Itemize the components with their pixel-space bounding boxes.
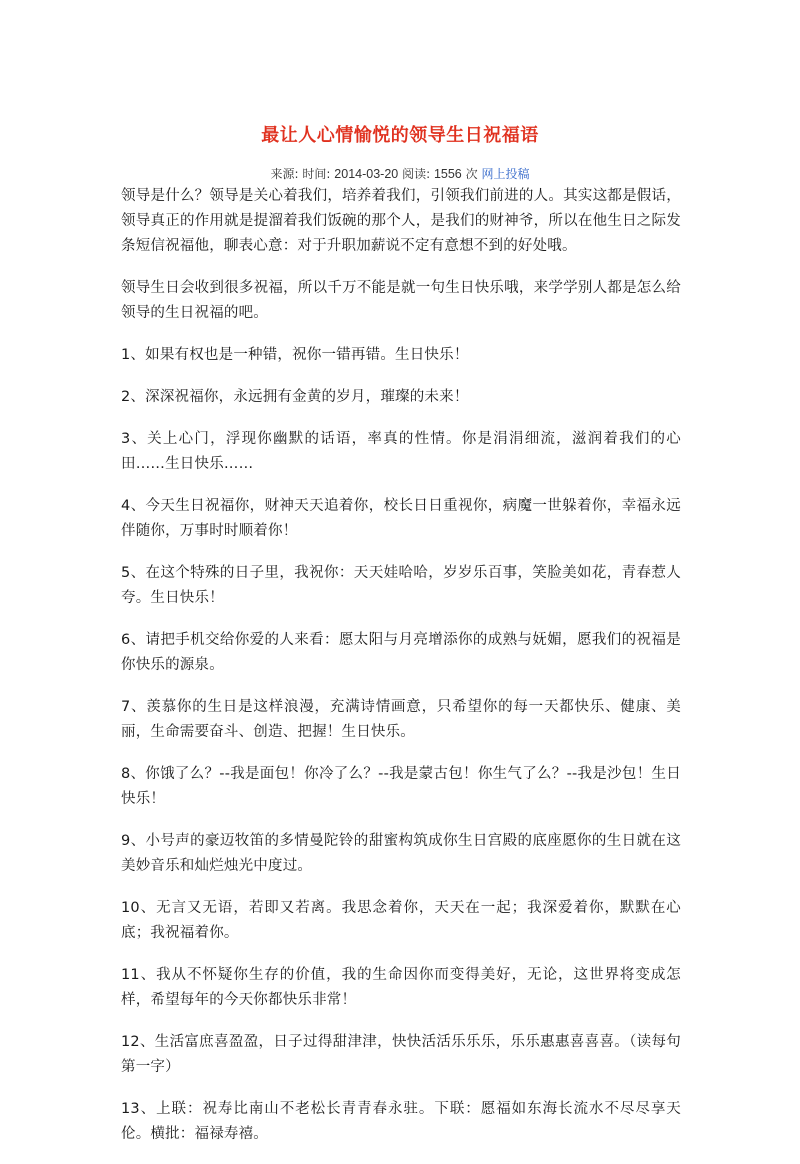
wish-item: 4、今天生日祝福你，财神天天追着你，校长日日重视你，病魔一世躲着你，幸福永远伴随你，万事时时顺着你！ bbox=[121, 498, 681, 539]
wish-item: 10、无言又无语，若即又若离。我思念着你，天天在一起；我深爱着你，默默在心底；我祝福着你。 bbox=[121, 900, 681, 941]
wish-item: 7、羡慕你的生日是这样浪漫，充满诗情画意，只希望你的每一天都快乐、健康、美丽，生命需要奋斗、创造、把握！生日快乐。 bbox=[121, 699, 681, 740]
article-body bbox=[121, 184, 681, 1164]
source-label: 来源: bbox=[270, 167, 299, 181]
submit-article-link[interactable]: 网上投稿 bbox=[481, 167, 530, 181]
wish-item: 13、上联：祝寿比南山不老松长青青春永驻。下联：愿福如东海长流水不尽尽享天伦。横批：福禄寿禧。 bbox=[121, 1101, 681, 1142]
intro-paragraph: 领导生日会收到很多祝福，所以千万不能是就一句生日快乐哦，来学学别人都是怎么给领导的生日祝福的吧。 bbox=[121, 280, 681, 321]
publish-date: 2014-03-20 bbox=[334, 167, 399, 181]
time-label: 时间: bbox=[302, 167, 331, 181]
wish-item: 9、小号声的豪迈牧笛的多情曼陀铃的甜蜜构筑成你生日宫殿的底座愿你的生日就在这美妙音乐和灿烂烛光中度过。 bbox=[121, 833, 681, 874]
wish-item: 6、请把手机交给你爱的人来看：愿太阳与月亮增添你的成熟与妩媚，愿我们的祝福是你快乐的源泉。 bbox=[121, 632, 681, 673]
wish-item: 11、我从不怀疑你生存的价值，我的生命因你而变得美好，无论，这世界将变成怎样，希望每年的今天你都快乐非常！ bbox=[121, 967, 681, 1008]
wish-item: 12、生活富庶喜盈盈，日子过得甜津津，快快活活乐乐乐，乐乐惠惠喜喜喜。（读每句第一字） bbox=[121, 1034, 681, 1075]
wish-item: 2、深深祝福你，永远拥有金黄的岁月，璀璨的未来！ bbox=[121, 389, 469, 405]
read-unit: 次 bbox=[465, 167, 478, 181]
wish-item: 1、如果有权也是一种错，祝你一错再错。生日快乐！ bbox=[121, 347, 469, 363]
wish-item: 5、在这个特殊的日子里，我祝你：天天娃哈哈，岁岁乐百事，笑脸美如花，青春惹人夸。生日快乐！ bbox=[121, 565, 681, 606]
read-label: 阅读: bbox=[402, 167, 431, 181]
article-title: 最让人心情愉悦的领导生日祝福语 bbox=[261, 125, 539, 146]
wish-item: 8、你饿了么？--我是面包！你冷了么？--我是蒙古包！你生气了么？--我是沙包！生日快乐！ bbox=[121, 766, 681, 807]
read-count: 1556 bbox=[433, 167, 462, 181]
intro-paragraph: 领导是什么？领导是关心着我们，培养着我们，引领我们前进的人。其实这都是假话，领导真正的作用就是提溜着我们饭碗的那个人，是我们的财神爷，所以在他生日之际发条短信祝福他，聊表心意：对于升职加薪说不定有意想不到的好处哦。 bbox=[121, 188, 681, 254]
wish-item: 3、关上心门，浮现你幽默的话语，率真的性情。你是涓涓细流，滋润着我们的心田……生日快乐…… bbox=[121, 431, 681, 472]
article-meta bbox=[0, 165, 800, 182]
